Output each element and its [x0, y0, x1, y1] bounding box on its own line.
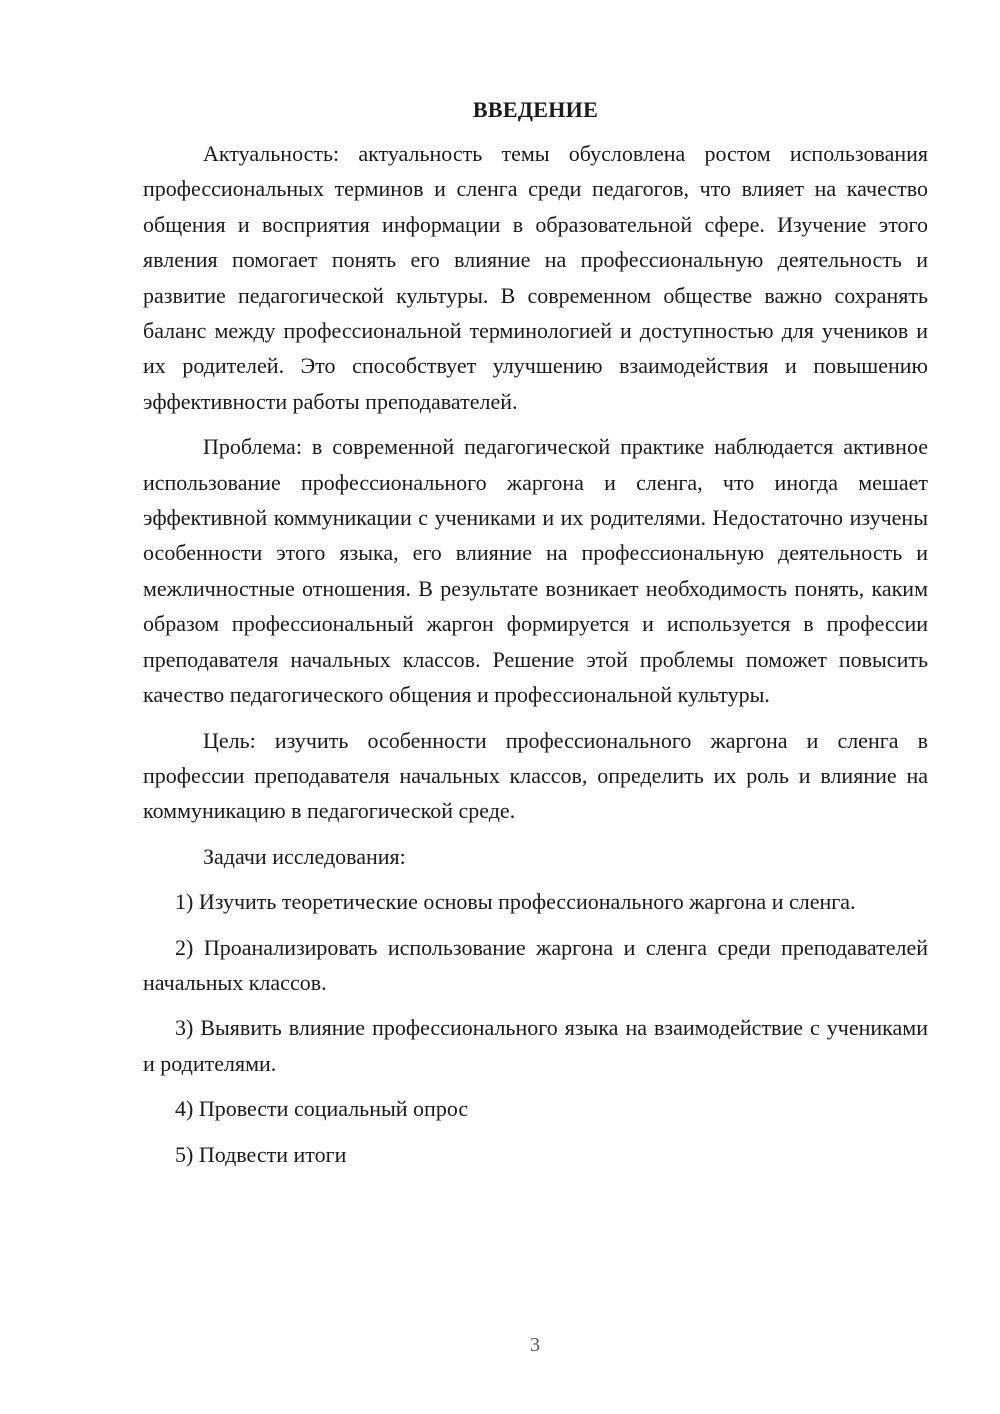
paragraph-problem: Проблема: в современной педагогической практике наблюдается активное использование профессионального жаргона и сленга, что иногда мешает эффективной коммуникации с учениками и их родителями. Недостаточно изучены особенности этого языка, его влияние на профессиональную деятельность и межличностные отношения. В результате возникает необходимость понять, каким образом профессиональный жаргон формируется и используется в профессии преподавателя начальных классов. Решение этой проблемы поможет повысить качество педагогического общения и профессиональной культуры.	[143, 434, 928, 708]
task-item-5: 5) Подвести итоги	[175, 1141, 347, 1167]
paragraph-tasks-heading: Задачи исследования:	[203, 843, 406, 869]
task-item-2: 2) Проанализировать использование жаргона и сленга среди преподавателей начальных классов.	[143, 934, 928, 995]
task-item-1: 1) Изучить теоретические основы профессионального жаргона и сленга.	[175, 889, 856, 915]
page-number: 3	[530, 1334, 540, 1356]
task-item-3: 3) Выявить влияние профессионального языка на взаимодействие с учениками и родителями.	[143, 1015, 928, 1076]
paragraph-goal: Цель: изучить особенности профессионального жаргона и сленга в профессии преподавателя начальных классов, определить их роль и влияние на коммуникацию в педагогической среде.	[143, 727, 928, 824]
document-page	[143, 92, 928, 1172]
paragraph-relevance: Актуальность: актуальность темы обусловлена ростом использования профессиональных терминов и сленга среди педагогов, что влияет на качество общения и восприятия информации в образовательной сфере. Изучение этого явления помогает понять его влияние на профессиональную деятельность и развитие педагогической культуры. В современном обществе важно сохранять баланс между профессиональной терминологией и доступностью для учеников и их родителей. Это способствует улучшению взаимодействия и повышению эффективности работы преподавателей.	[143, 141, 928, 414]
page-title: ВВЕДЕНИЕ	[472, 97, 599, 122]
task-item-4: 4) Провести социальный опрос	[175, 1096, 469, 1122]
